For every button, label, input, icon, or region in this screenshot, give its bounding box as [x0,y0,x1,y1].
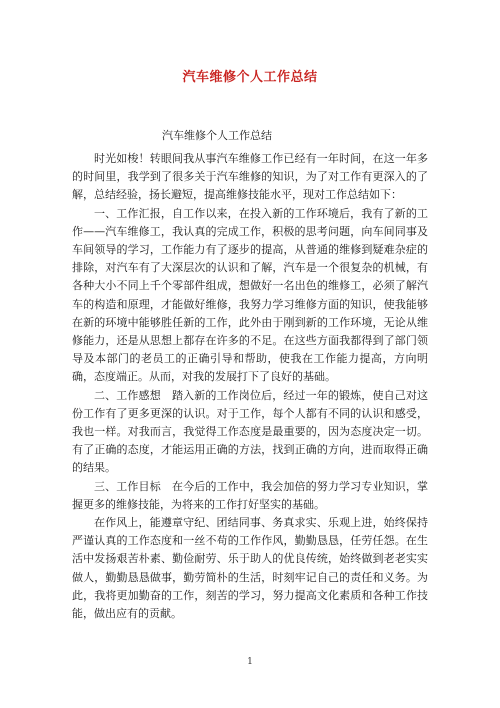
document-title: 汽车维修个人工作总结 [182,70,318,85]
paragraph-work-report: 一、工作汇报，自工作以来，在投入新的工作环境后，我有了新的工作——汽车维修工，我认真的完成工作，积极的思考问题，向车间同事及车间领导的学习，工作能力有了逐步的提高，从普通的维修到疑难杂症的排除，对汽车有了大深层次的认识和了解，汽车是一个很复杂的机械，有各种大小不同上千个零部件组成，想做好一名出色的维修工，必须了解汽车的构造和原理，才能做好维修，我努力学习维修方面的知识，使我能够在新的环境中能够胜任新的工作，此外由于刚到新的工作环境，无论从维修能力，还是从思想上都存在许多的不足。在这些方面我都得到了部门领导及本部门的老员工的正确引导和帮助，使我在工作能力提高，方向明确，态度端正。从而，对我的发展打下了良好的基础。 [72,206,428,384]
document-body [72,150,428,623]
paragraph-work-thoughts: 二、工作感想 踏入新的工作岗位后，经过一年的锻炼，使自己对这份工作有了更多更深的认识。对于工作，每个人都有不同的认识和感受，我也一样。对我而言，我觉得工作态度是最重要的，因为态度决定一切。有了正确的态度，才能运用正确的方法，找到正确的方向，进而取得正确的结果。 [72,388,428,475]
paragraph-work-goals: 三、工作目标 在今后的工作中，我会加倍的努力学习专业知识，掌握更多的维修技能，为将来的工作打好坚实的基础。 [72,479,428,511]
paragraph-work-style: 在作风上，能遵章守纪、团结同事、务真求实、乐观上进，始终保持严谨认真的工作态度和一丝不苟的工作作风，勤勤恳恳，任劳任怨。在生活中发扬艰苦朴素、勤俭耐劳、乐于助人的优良传统，始终做到老老实实做人，勤勤恳恳做事，勤劳简朴的生活，时刻牢记自己的责任和义务。为此，我将更加勤奋的工作，刻苦的学习，努力提高文化素质和各种工作技能，做出应有的贡献。 [72,516,428,621]
page-number: 1 [247,657,253,667]
document-subtitle: 汽车维修个人工作总结 [162,129,272,142]
paragraph-intro: 时光如梭！转眼间我从事汽车维修工作已经有一年时间，在这一年多的时间里，我学到了很多关于汽车维修的知识，为了对工作有更深入的了解，总结经验，扬长避短，提高维修技能水平，现对工作总结如下： [72,152,428,202]
